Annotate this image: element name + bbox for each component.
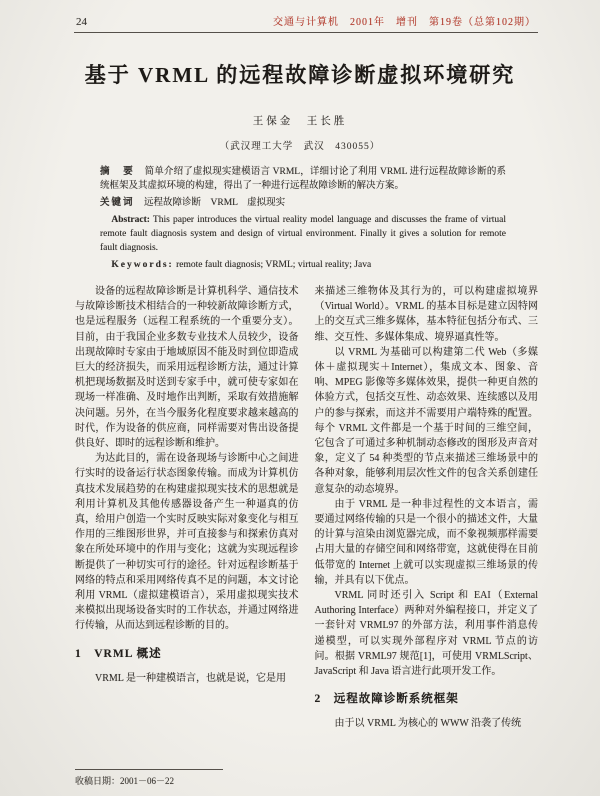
keywords-cn-label: 关键词 <box>100 198 135 208</box>
left-column <box>75 284 299 732</box>
keywords-en-text: remote fault diagnosis; VRML; virtual reality; Java <box>176 260 372 270</box>
paragraph-right-3: 由于 VRML 是一种非过程性的文本语言，需要通过网络传输的只是一个很小的描述文件，大量的计算与渲染由浏览器完成，而不象视频那样需要占用大量的存储空间和网络带宽，这就使得在目前低带宽的 Internet 上就可以实现虚拟三维场景的传输，并具有以下优点。 <box>314 498 538 586</box>
abstract-cn-text: 简单介绍了虚拟现实建模语言 VRML，详细讨论了利用 VRML 进行远程故障诊断的系统框架及其虚拟环境的构建，得出了一种进行远程故障诊断的解决方案。 <box>100 167 506 191</box>
page-number: 24 <box>76 16 87 28</box>
paragraph-right-1: 来描述三维物体及其行为的，可以构建虚拟境界（Virtual World）。VRML 的基本目标是建立因特网上的交互式三维多媒体，基本特征包括分布式、三维、交互性、多媒体集成、境界逼真性等。 <box>314 286 538 343</box>
header-divider <box>74 32 538 33</box>
right-column <box>315 284 539 732</box>
section-heading-2: 2 远程故障诊断系统框架 <box>314 693 459 706</box>
keywords-en-label: Keywords: <box>111 260 174 270</box>
authors: 王保金 王长胜 <box>252 116 348 127</box>
abstract-en <box>100 213 506 255</box>
abstract-cn <box>100 165 506 193</box>
paragraph-right-2: 以 VRML 为基础可以构建第二代 Web（多媒体＋虚拟现实＋Internet），集成文本、图象、音响、MPEG 影像等多媒体效果，提供一种更自然的体验方式，包括交互性、动态效果、连续感以及用户的参与探索，而这并不需要用户端特殊的配置。每个 VRML 文件都是一个基于时间的三维空间，它包含了可通过多种机制动态修改的图形及声音对象，定义了 54 种类型的节点来描述三维场景中的各种对象，能够利用层次性文件的包含关系创建任意复杂的动态境界。 <box>314 346 538 495</box>
paragraph-right-4: VRML 同时还引入 Script 和 EAI（External Authoring Interface）两种对外编程接口，并定义了一套针对 VRML97 的外部方法，利用事件消息传递模型，可以实现外部程序对 VRML 节点的访问。根据 VRML97 规范[1]，可使用 VRMLScript、JavaScript 和 Java 语言进行此项开发工作。 <box>314 590 538 678</box>
paragraph-left-1: 设备的远程故障诊断是计算机科学、通信技术与故障诊断技术相结合的一种较新故障诊断方式，也是远程服务（远程工程系统的一个重要分支）。目前，由于我国企业多数专业技术人员较少，设备出现故障时专家由于地域原因不能及时到位即造成巨大的经济损失，而采用远程诊断方法，通过计算机把现场数据及时送到专家手中，就可使专家如在现场一样准确、及时地作出判断，采取有效措施解决问题。另外，在当今服务化程度要求越来越高的时代，作为设备的供应商，同样需要对售出设备提供良好、即时的远程诊断和维护。 <box>75 286 299 450</box>
keywords-cn <box>100 196 506 210</box>
received-date: 收稿日期：2001－06－22 <box>75 776 175 786</box>
footnote-divider <box>75 769 223 770</box>
paragraph-left-2: 为达此目的，需在设备现场与诊断中心之间进行实时的设备运行状态图象传输。而成为计算机仿真技术发展趋势的在构建虚拟现实技术的思想就是利用计算机及其他传感器设备产生一种逼真的仿真，给用户创造一个实时反映实际对象变化与相互作用的三维图形世界，并可直接参与和探索仿真对象在所处环境中的作用与变化；这就为实现远程诊断提供了一种切实可行的途径。针对远程诊断基于网络的特点和采用网络传真不足的问题，本文讨论利用 VRML（虚拟建模语言），采用虚拟现实技术来模拟出现场设备实时的工作状态，并通过网络进行传输，从而达到远程诊断的目的。 <box>75 453 299 632</box>
footer <box>75 769 223 787</box>
abstract-cn-label: 摘 要 <box>100 167 135 177</box>
body-columns <box>75 284 538 732</box>
abstract-en-text: This paper introduces the virtual reality model language and discusses the frame of virtual remote fault diagnosis system and design of virtual environment. Finally it gives a solution for remote fault diagnosis. <box>100 215 506 253</box>
keywords-cn-text: 远程故障诊断 VRML 虚拟现实 <box>144 198 286 208</box>
paragraph-right-5: 由于以 VRML 为核心的 WWW 沿袭了传统 <box>334 718 522 730</box>
keywords-en <box>100 258 506 272</box>
affiliation: （武汉理工大学 武汉 430055） <box>219 142 381 152</box>
paragraph-left-3: VRML 是一种建模语言，也就是说，它是用 <box>95 672 287 684</box>
abstract-block <box>100 165 506 272</box>
journal-info: 交通与计算机 2001年 增刊 第19卷（总第102期） <box>273 17 536 28</box>
paper-title: 基于 VRML 的远程故障诊断虚拟环境研究 <box>84 63 516 87</box>
page-header <box>0 0 600 28</box>
abstract-en-label: Abstract: <box>111 215 150 225</box>
section-heading-1: 1 VRML 概述 <box>75 647 162 660</box>
